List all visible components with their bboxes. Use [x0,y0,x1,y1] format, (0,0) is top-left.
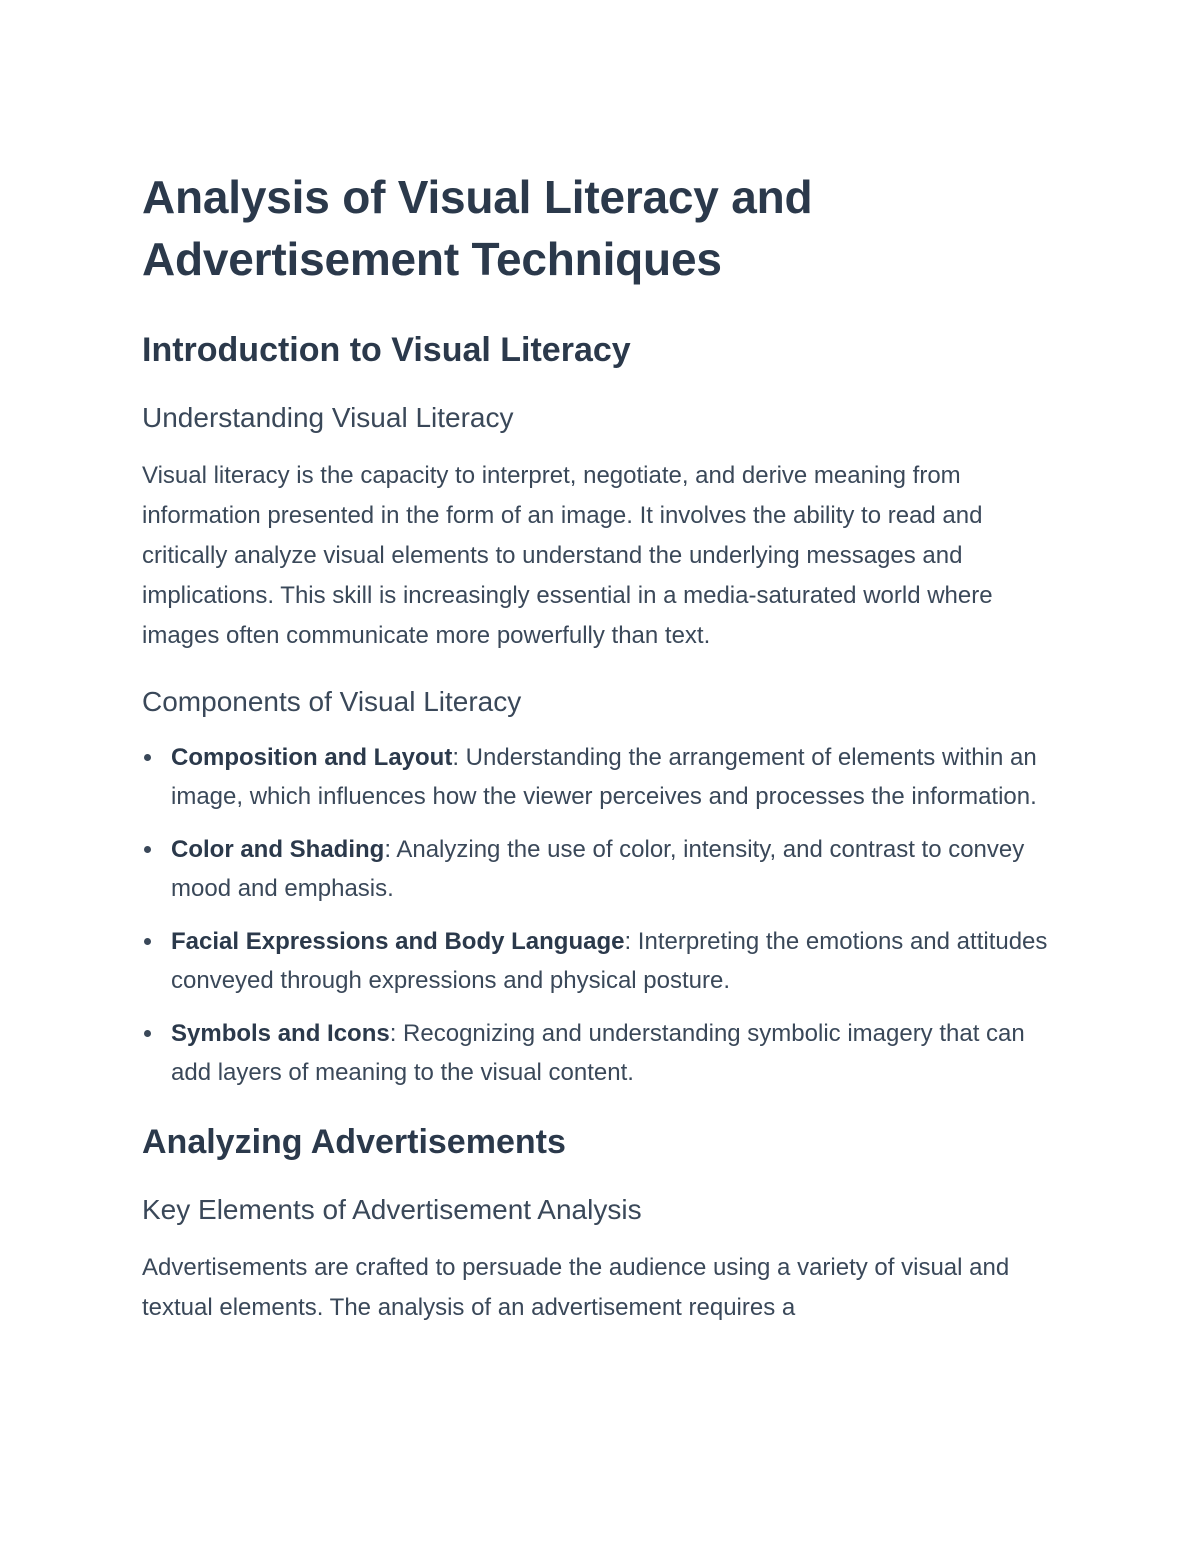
list-item-term: Color and Shading [171,836,385,863]
subsection-heading-components: Components of Visual Literacy [142,686,522,717]
subsection-heading-understanding: Understanding Visual Literacy [142,402,514,433]
bullet-icon [144,1030,151,1037]
bullet-icon [144,754,151,761]
list-item-description: : Understanding the arrangement of elements within an image, which influences how the viewer perceives and processes the information. [171,744,1037,810]
paragraph-understanding: Visual literacy is the capacity to interpret, negotiate, and derive meaning from information presented in the form of an image. It involves the ability to read and critically analyze visual elements to understand the underlying messages and implications. This skill is increasingly essential in a media-saturated world where images often communicate more powerfully than text. [142,462,993,649]
list-item-description: : Recognizing and understanding symbolic imagery that can add layers of meaning to the visual content. [171,1020,1025,1086]
section-heading-introduction: Introduction to Visual Literacy [142,331,631,369]
section-heading-advertisements: Analyzing Advertisements [142,1123,566,1161]
bullet-icon [144,846,151,853]
bullet-icon [144,938,151,945]
list-item-term: Facial Expressions and Body Language [171,928,625,955]
list-item [142,922,1062,1000]
list-item [142,738,1062,816]
list-item-description: : Interpreting the emotions and attitudes conveyed through expressions and physical posture. [171,928,1048,994]
list-item [142,1014,1062,1092]
components-list [142,738,1062,1092]
paragraph-key-elements: Advertisements are crafted to persuade the audience using a variety of visual and textual elements. The analysis of an advertisement requires a [142,1254,1010,1321]
list-item [142,830,1062,908]
document-page [142,166,1062,1328]
document-title: Analysis of Visual Literacy and Advertisement Techniques [142,171,813,285]
list-item-description: : Analyzing the use of color, intensity, and contrast to convey mood and emphasis. [171,836,1025,902]
list-item-term: Composition and Layout [171,744,453,771]
subsection-heading-key-elements: Key Elements of Advertisement Analysis [142,1194,642,1225]
list-item-term: Symbols and Icons [171,1020,390,1047]
